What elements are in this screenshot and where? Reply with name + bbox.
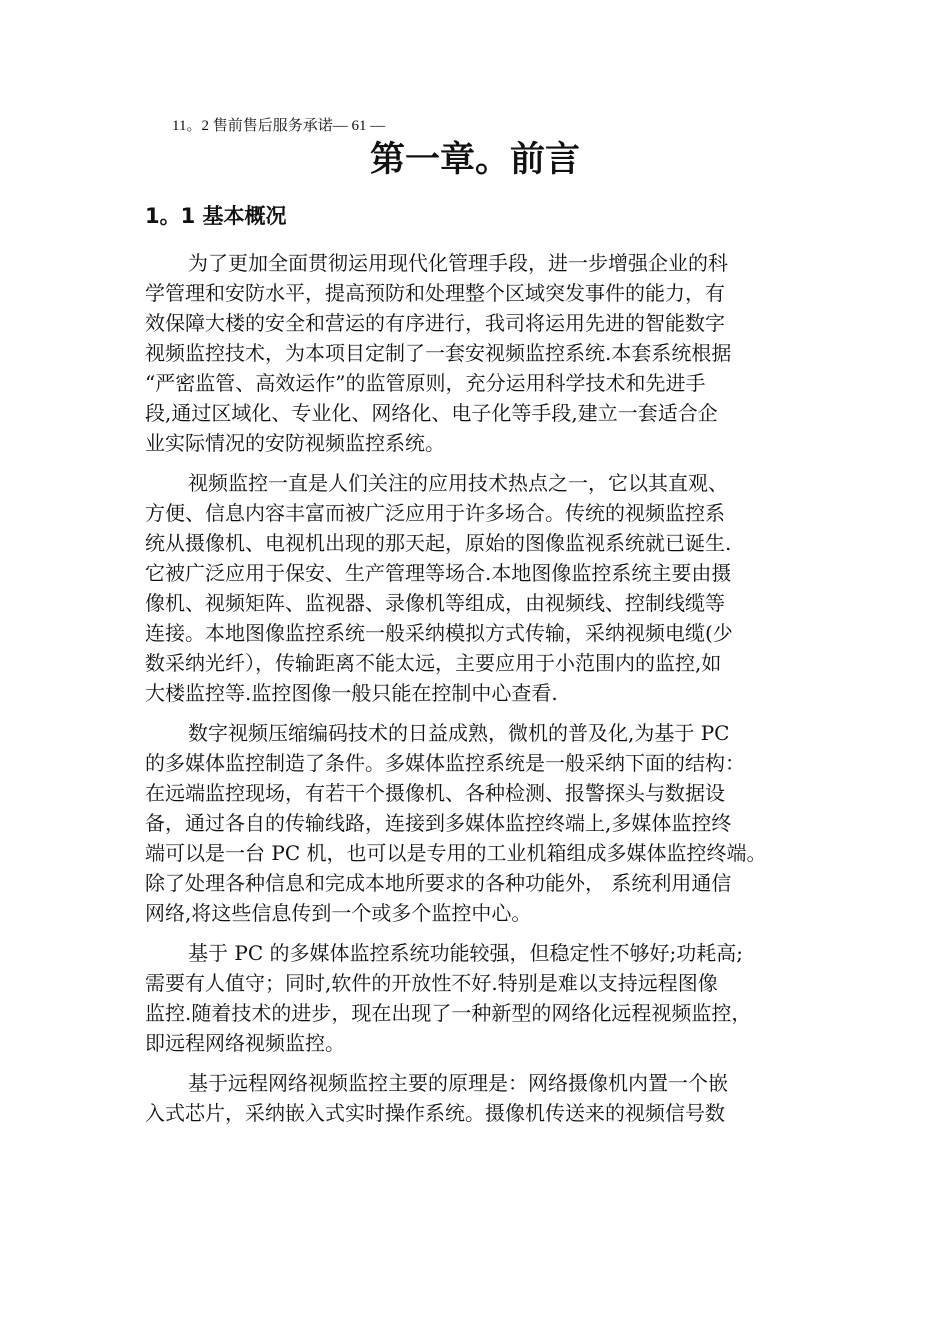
paragraph [0, 468, 950, 708]
text-line: 大楼监控等.监控图像一般只能在控制中心查看. [145, 681, 558, 705]
text-line: 效保障大楼的安全和营运的有序进行，我司将运用先进的智能数字 [145, 311, 725, 335]
text-line: 除了处理各种信息和完成本地所要求的各种功能外， 系统利用通信 [145, 871, 732, 895]
text-line: 它被广泛应用于保安、生产管理等场合.本地图像监控系统主要由摄 [145, 561, 732, 585]
paragraph [0, 938, 950, 1058]
paragraph [0, 248, 950, 458]
text-line: 为了更加全面贯彻运用现代化管理手段，进一步增强企业的科 [188, 251, 728, 275]
text-line: 在远端监控现场，有若干个摄像机、各种检测、报警探头与数据设 [145, 781, 725, 805]
body-text [0, 248, 950, 1138]
text-line: “严密监管、高效运作”的监管原则，充分运用科学技术和先进手 [145, 371, 706, 395]
text-line: 视频监控一直是人们关注的应用技术热点之一，它以其直观、 [188, 471, 728, 495]
text-line: 需要有人值守；同时,软件的开放性不好.特别是难以支持远程图像 [145, 971, 718, 995]
section-heading: 1。1 基本概况 [145, 204, 287, 228]
text-line: 视频监控技术，为本项目定制了一套安视频监控系统.本套系统根据 [145, 341, 732, 365]
text-line: 数字视频压缩编码技术的日益成熟，微机的普及化,为基于 PC [188, 721, 730, 745]
text-line: 学管理和安防水平，提高预防和处理整个区域突发事件的能力，有 [145, 281, 725, 305]
text-line: 即远程网络视频监控。 [145, 1031, 345, 1055]
paragraph [0, 718, 950, 928]
text-line: 段,通过区域化、专业化、网络化、电子化等手段,建立一套适合企 [145, 401, 718, 425]
text-line: 统从摄像机、电视机出现的那天起，原始的图像监视系统就已诞生. [145, 531, 732, 555]
text-line: 基于远程网络视频监控主要的原理是：网络摄像机内置一个嵌 [188, 1071, 728, 1095]
text-line: 连接。本地图像监控系统一般采纳模拟方式传输，采纳视频电缆(少 [145, 621, 733, 645]
text-line: 业实际情况的安防视频监控系统。 [145, 431, 445, 455]
text-line: 像机、视频矩阵、监视器、录像机等组成，由视频线、控制线缆等 [145, 591, 725, 615]
text-line: 数采纳光纤），传输距离不能太远，主要应用于小范围内的监控,如 [145, 651, 722, 675]
chapter-title: 第一章。前言 [369, 140, 580, 180]
text-line: 入式芯片，采纳嵌入式实时操作系统。摄像机传送来的视频信号数 [145, 1101, 725, 1125]
text-line: 监控.随着技术的进步，现在出现了一种新型的网络化远程视频监控， [145, 1001, 752, 1025]
paragraph [0, 1068, 950, 1128]
text-line: 方便、信息内容丰富而被广泛应用于许多场合。传统的视频监控系 [145, 501, 725, 525]
text-line: 基于 PC 的多媒体监控系统功能较强，但稳定性不够好;功耗高; [188, 941, 743, 965]
text-line: 网络,将这些信息传到一个或多个监控中心。 [145, 901, 532, 925]
text-line: 的多媒体监控制造了条件。多媒体监控系统是一般采纳下面的结构： [145, 751, 745, 775]
text-line: 端可以是一台 PC 机，也可以是专用的工业机箱组成多媒体监控终端。 [145, 841, 767, 865]
text-line: 备，通过各自的传输线路，连接到多媒体监控终端上,多媒体监控终 [145, 811, 732, 835]
toc-entry: 11。2 售前售后服务承诺— 61 — [172, 118, 386, 134]
